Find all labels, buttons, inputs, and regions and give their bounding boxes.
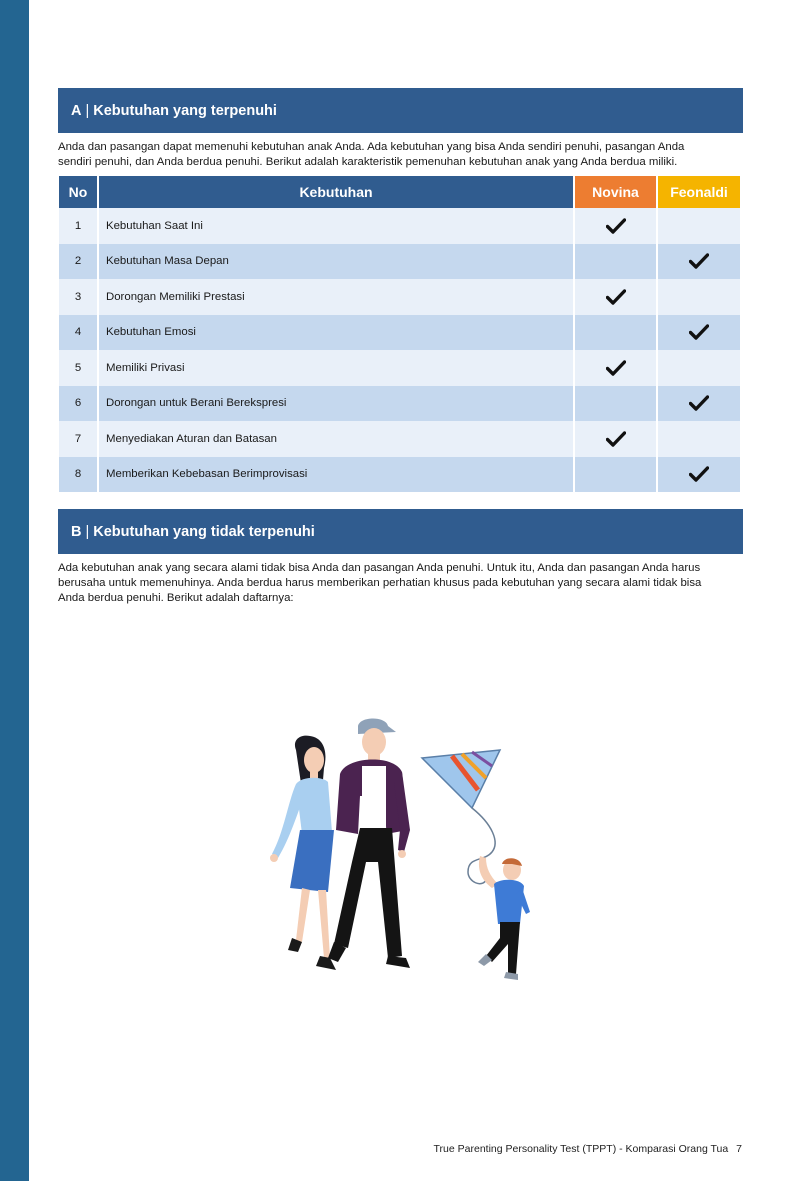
kite <box>422 750 500 884</box>
paragraph-line: Ada kebutuhan anak yang secara alami tidak bisa Anda dan pasangan Anda penuhi. Untuk itu, Anda dan pasangan Anda harus <box>58 562 701 574</box>
feonaldi-cell <box>658 244 740 280</box>
checkmark-icon <box>658 466 740 482</box>
novina-cell <box>575 386 656 422</box>
row-number: 8 <box>59 457 97 493</box>
feonaldi-cell <box>658 350 740 386</box>
paragraph-line: Anda berdua penuhi. Berikut adalah daftarnya: <box>58 592 294 604</box>
section-b-letter: B <box>71 523 82 540</box>
section-b-header <box>58 509 743 554</box>
feonaldi-cell <box>658 208 740 244</box>
paragraph-line: sendiri penuhi, dan Anda berdua penuhi. Berikut adalah karakteristik pemenuhan kebutuhan anak yang Anda berdua miliki. <box>58 156 678 168</box>
table-row <box>59 315 740 351</box>
section-a-separator: | <box>85 102 90 119</box>
paragraph-line: berusaha untuk memenuhinya. Anda berdua harus memberikan perhatian khusus pada kebutuhan yang secara alami tidak bisa <box>58 577 702 589</box>
section-b-title: Kebutuhan yang tidak terpenuhi <box>93 523 315 540</box>
checkmark-icon <box>658 395 740 411</box>
section-a-paragraph <box>58 140 748 170</box>
man-figure <box>328 719 410 969</box>
checkmark-icon <box>575 360 656 376</box>
table-row <box>59 386 740 422</box>
child-figure <box>478 856 530 980</box>
table-row <box>59 279 740 315</box>
row-need: Memiliki Privasi <box>99 350 573 386</box>
row-number: 6 <box>59 386 97 422</box>
novina-cell <box>575 315 656 351</box>
needs-table <box>57 176 742 492</box>
feonaldi-cell <box>658 457 740 493</box>
row-need: Kebutuhan Emosi <box>99 315 573 351</box>
section-b-paragraph <box>58 561 748 606</box>
checkmark-icon <box>658 324 740 340</box>
section-a-letter: A <box>71 102 82 119</box>
paragraph-line: Anda dan pasangan dapat memenuhi kebutuhan anak Anda. Ada kebutuhan yang bisa Anda sendiri penuhi, pasangan Anda <box>58 141 685 153</box>
header-novina: Novina <box>575 176 656 208</box>
feonaldi-cell <box>658 315 740 351</box>
page-number: 7 <box>736 1143 742 1155</box>
row-number: 3 <box>59 279 97 315</box>
header-need: Kebutuhan <box>99 176 573 208</box>
novina-cell <box>575 421 656 457</box>
table-row <box>59 244 740 280</box>
row-need: Dorongan untuk Berani Berekspresi <box>99 386 573 422</box>
row-need: Menyediakan Aturan dan Batasan <box>99 421 573 457</box>
header-feonaldi: Feonaldi <box>658 176 740 208</box>
table-row <box>59 421 740 457</box>
feonaldi-cell <box>658 421 740 457</box>
checkmark-icon <box>575 218 656 234</box>
row-number: 2 <box>59 244 97 280</box>
left-accent-bar <box>0 0 29 1181</box>
table-row <box>59 208 740 244</box>
row-number: 5 <box>59 350 97 386</box>
table-row <box>59 457 740 493</box>
row-need: Dorongan Memiliki Prestasi <box>99 279 573 315</box>
row-need: Kebutuhan Masa Depan <box>99 244 573 280</box>
row-need: Kebutuhan Saat Ini <box>99 208 573 244</box>
feonaldi-cell <box>658 279 740 315</box>
row-need: Memberikan Kebebasan Berimprovisasi <box>99 457 573 493</box>
novina-cell <box>575 208 656 244</box>
checkmark-icon <box>658 253 740 269</box>
row-number: 4 <box>59 315 97 351</box>
novina-cell <box>575 244 656 280</box>
section-b-separator: | <box>85 523 90 540</box>
checkmark-icon <box>575 431 656 447</box>
row-number: 1 <box>59 208 97 244</box>
novina-cell <box>575 279 656 315</box>
novina-cell <box>575 457 656 493</box>
row-number: 7 <box>59 421 97 457</box>
footer-text: True Parenting Personality Test (TPPT) - Komparasi Orang Tua <box>433 1143 729 1155</box>
woman-figure <box>270 736 336 970</box>
section-a-title: Kebutuhan yang terpenuhi <box>93 102 277 119</box>
header-no: No <box>59 176 97 208</box>
checkmark-icon <box>575 289 656 305</box>
page-footer <box>434 1143 742 1155</box>
family-kite-illustration <box>262 712 542 984</box>
table-row <box>59 350 740 386</box>
table-header-row <box>59 176 740 208</box>
novina-cell <box>575 350 656 386</box>
section-a-header <box>58 88 743 133</box>
feonaldi-cell <box>658 386 740 422</box>
